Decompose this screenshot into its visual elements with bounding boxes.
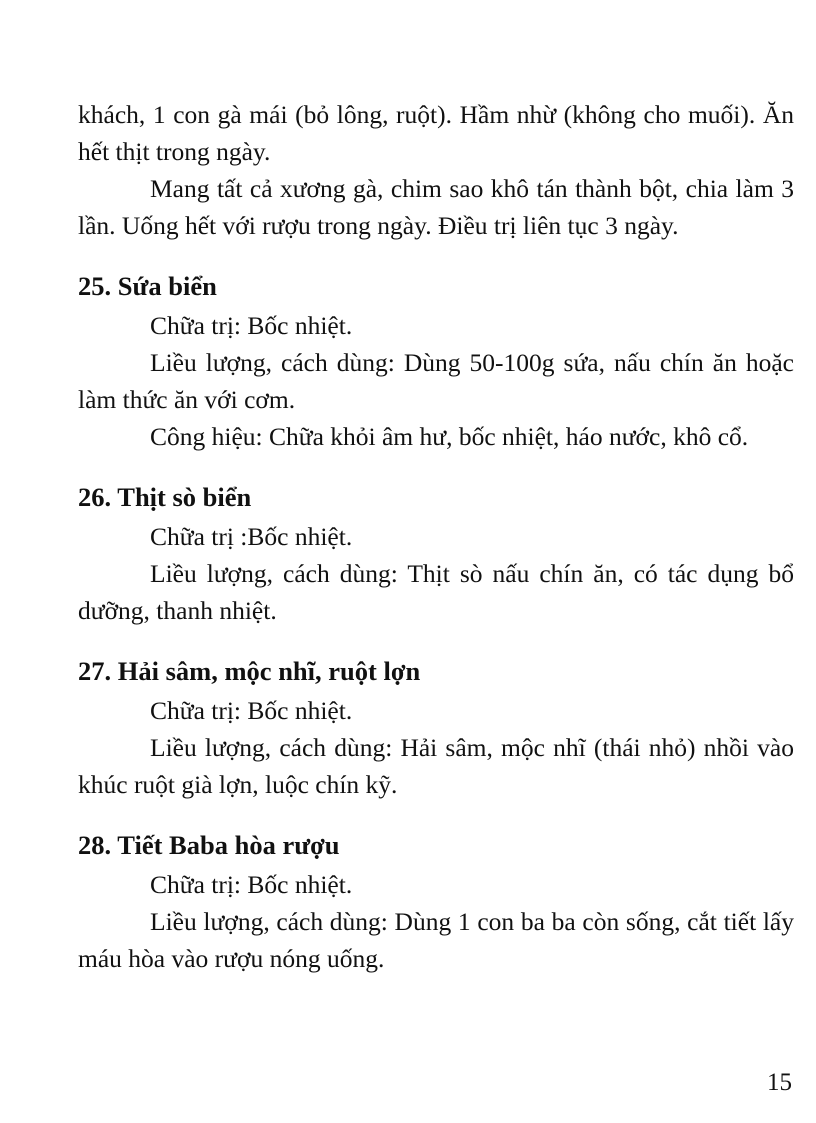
treatment-line: Chữa trị: Bốc nhiệt. bbox=[150, 696, 353, 725]
dosage-paragraph: Liều lượng, cách dùng: Thịt sò nấu chín ăn, có tác dụng bổ dưỡng, thanh nhiệt. bbox=[78, 559, 794, 625]
treatment-line: Chữa trị: Bốc nhiệt. bbox=[150, 870, 353, 899]
treatment-line: Chữa trị :Bốc nhiệt. bbox=[150, 522, 353, 551]
section-25 bbox=[78, 268, 794, 455]
section-28 bbox=[78, 827, 794, 977]
treatment-line: Chữa trị: Bốc nhiệt. bbox=[150, 311, 353, 340]
book-page bbox=[78, 96, 794, 977]
dosage-paragraph: Liều lượng, cách dùng: Hải sâm, mộc nhĩ (thái nhỏ) nhồi vào khúc ruột già lợn, luộc chín kỹ. bbox=[78, 733, 794, 799]
dosage-paragraph: Liều lượng, cách dùng: Dùng 1 con ba ba còn sống, cắt tiết lấy máu hòa vào rượu nóng uống. bbox=[78, 907, 794, 973]
section-heading: 26. Thịt sò biển bbox=[78, 482, 252, 512]
section-heading: 25. Sứa biển bbox=[78, 271, 217, 301]
intro-paragraph: Mang tất cả xương gà, chim sao khô tán thành bột, chia làm 3 lần. Uống hết với rượu trong ngày. Điều trị liên tục 3 ngày. bbox=[78, 174, 794, 240]
section-heading: 27. Hải sâm, mộc nhĩ, ruột lợn bbox=[78, 656, 421, 686]
effect-paragraph: Công hiệu: Chữa khỏi âm hư, bốc nhiệt, háo nước, khô cổ. bbox=[150, 422, 749, 451]
intro-continuation-paragraph: khách, 1 con gà mái (bỏ lông, ruột). Hầm nhừ (không cho muối). Ăn hết thịt trong ngày. bbox=[78, 100, 794, 166]
section-heading: 28. Tiết Baba hòa rượu bbox=[78, 830, 340, 860]
dosage-paragraph: Liều lượng, cách dùng: Dùng 50-100g sứa, nấu chín ăn hoặc làm thức ăn với cơm. bbox=[78, 348, 794, 414]
section-26 bbox=[78, 479, 794, 629]
page-number: 15 bbox=[767, 1069, 792, 1096]
section-27 bbox=[78, 653, 794, 803]
